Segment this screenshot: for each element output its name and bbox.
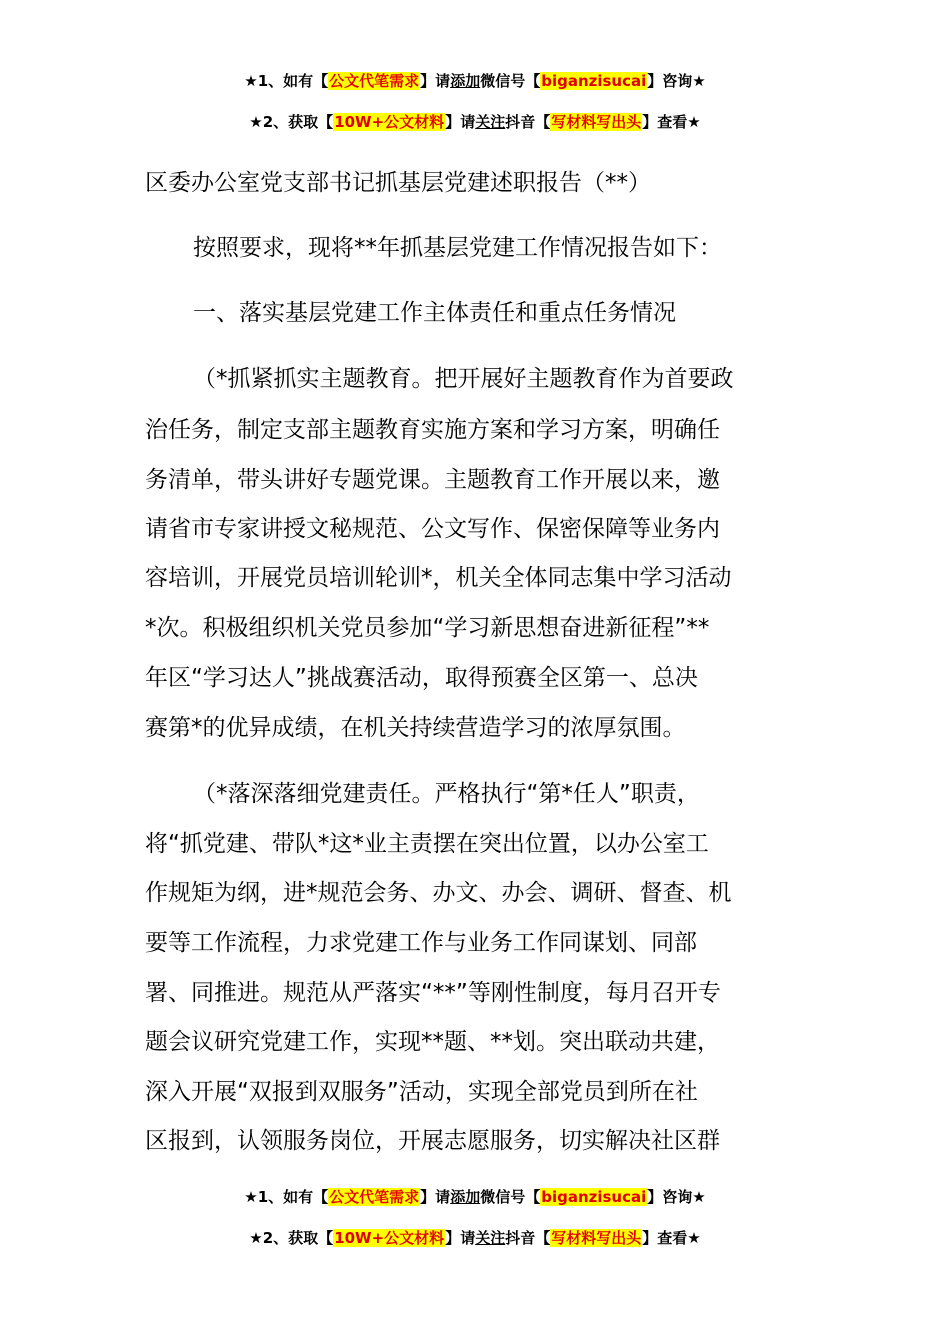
banner-text: 微信号【 <box>480 72 541 90</box>
text-line: 务清单，带头讲好专题党课。主题教育工作开展以来，邀 <box>145 467 720 493</box>
banner-underlined: 关注 <box>475 1229 506 1247</box>
banner-text: 】请 <box>420 1188 451 1206</box>
banner-underlined: 关注 <box>475 113 506 131</box>
text-line: 区报到，认领服务岗位，开展志愿服务，切实解决社区群 <box>145 1128 720 1154</box>
banner-text: 】请 <box>445 113 476 131</box>
text-line: 署、同推进。规范从严落实“**”等刚性制度，每月召开专 <box>145 980 721 1006</box>
banner-top-line-2 <box>0 111 950 133</box>
text-line: 容培训，开展党员培训轮训*，机关全体同志集中学习活动 <box>145 565 732 591</box>
highlight-service: 公文代笔需求 <box>329 72 420 90</box>
banner-text: 】咨询★ <box>647 72 706 90</box>
banner-text: 】请 <box>445 1229 476 1247</box>
highlight-materials: 10W+公文材料 <box>334 113 445 131</box>
highlight-douyin: 写材料写出头 <box>551 113 642 131</box>
text-line: 作规矩为纲，进*规范会务、办文、办会、调研、督查、机 <box>145 880 732 906</box>
banner-underlined: 添加 <box>450 1188 481 1206</box>
intro-paragraph: 按照要求，现将**年抓基层党建工作情况报告如下： <box>193 235 722 261</box>
banner-text: 】查看★ <box>642 1229 701 1247</box>
highlight-douyin: 写材料写出头 <box>551 1229 642 1247</box>
text-line: 治任务，制定支部主题教育实施方案和学习方案，明确任 <box>145 417 720 443</box>
text-line: 请省市专家讲授文秘规范、公文写作、保密保障等业务内 <box>145 516 720 542</box>
section-heading: 一、落实基层党建工作主体责任和重点任务情况 <box>193 300 676 326</box>
document-title: 区委办公室党支部书记抓基层党建述职报告（**） <box>145 170 651 196</box>
text-line: 将“抓党建、带队*这*业主责摆在突出位置，以办公室工 <box>145 831 709 857</box>
banner-text: 抖音【 <box>505 113 551 131</box>
banner-text: 抖音【 <box>505 1229 551 1247</box>
highlight-wechat-id: biganzisucai <box>541 1188 647 1206</box>
banner-text: 】请 <box>420 72 451 90</box>
text-line: 年区“学习达人”挑战赛活动，取得预赛全区第一、总决 <box>145 665 698 691</box>
banner-text: ★1、如有【 <box>244 1188 329 1206</box>
banner-bottom-line-2 <box>0 1227 950 1249</box>
highlight-service: 公文代笔需求 <box>329 1188 420 1206</box>
banner-text: 】咨询★ <box>647 1188 706 1206</box>
banner-text: 微信号【 <box>480 1188 541 1206</box>
text-line: *次。积极组织机关党员参加“学习新思想奋进新征程”** <box>145 615 710 641</box>
text-line: 深入开展“双报到双服务”活动，实现全部党员到所在社 <box>145 1079 698 1105</box>
text-line: 要等工作流程，力求党建工作与业务工作同谋划、同部 <box>145 930 697 956</box>
text-line: （*抓紧抓实主题教育。把开展好主题教育作为首要政 <box>193 366 734 392</box>
banner-bottom-line-1 <box>0 1186 950 1208</box>
banner-top-line-1 <box>0 70 950 92</box>
highlight-materials: 10W+公文材料 <box>334 1229 445 1247</box>
banner-text: 】查看★ <box>642 113 701 131</box>
banner-text: ★2、获取【 <box>249 113 334 131</box>
banner-text: ★2、获取【 <box>249 1229 334 1247</box>
text-line: 赛第*的优异成绩，在机关持续营造学习的浓厚氛围。 <box>145 715 686 741</box>
text-line: （*落深落细党建责任。严格执行“第*任人”职责， <box>193 781 700 807</box>
banner-underlined: 添加 <box>450 72 481 90</box>
text-line: 题会议研究党建工作，实现**题、**划。突出联动共建， <box>145 1029 720 1055</box>
highlight-wechat-id: biganzisucai <box>541 72 647 90</box>
banner-text: ★1、如有【 <box>244 72 329 90</box>
